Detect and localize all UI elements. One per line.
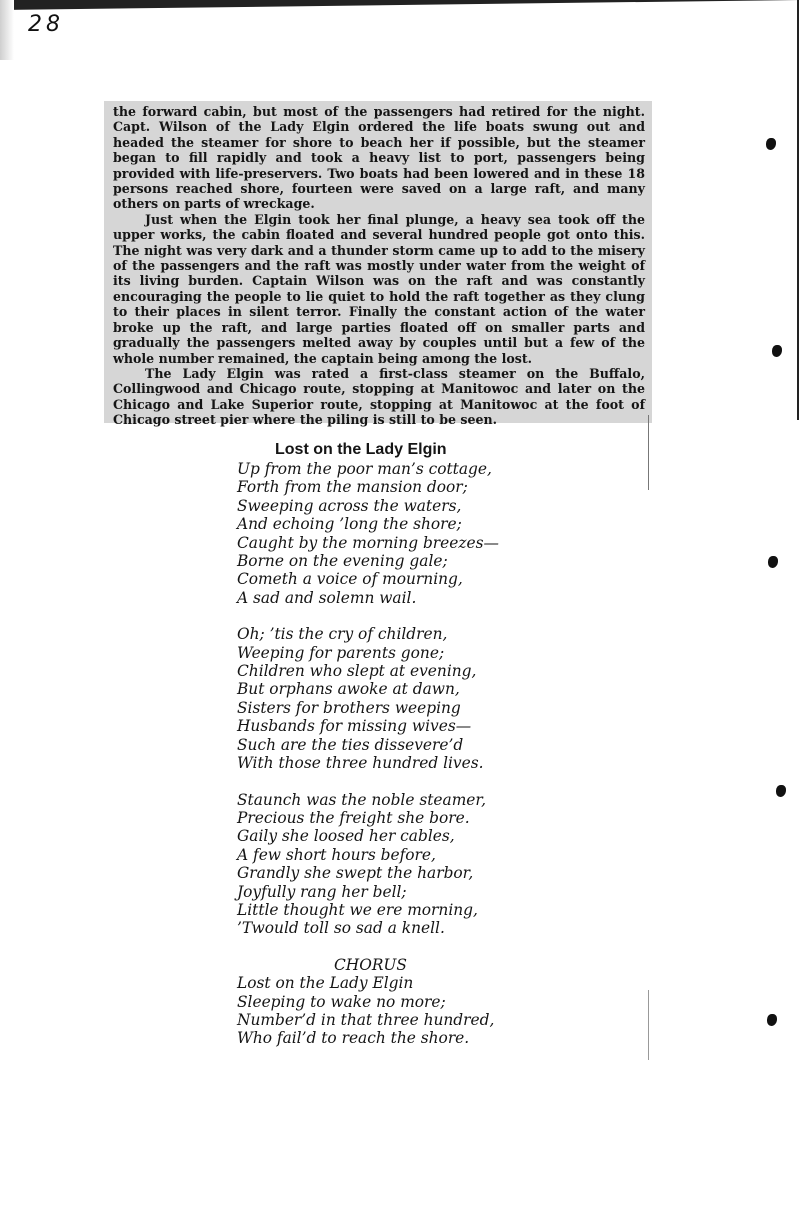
- poem-chorus: [237, 956, 567, 1048]
- poem-line: Sleeping to wake no more;: [237, 992, 446, 1011]
- poem-line: Who fail’d to reach the shore.: [237, 1029, 470, 1048]
- poem-line: Such are the ties dissevere’d: [237, 735, 464, 754]
- poem-line: Grandly she swept the harbor,: [237, 864, 474, 883]
- poem-line: Joyfully rang her bell;: [237, 882, 407, 901]
- poem-title: Lost on the Lady Elgin: [275, 441, 447, 458]
- poem-line: And echoing ’long the shore;: [237, 515, 462, 534]
- poem-line: Weeping for parents gone;: [237, 643, 445, 662]
- article-paragraph: Just when the Elgin took her final plunge, a heavy sea took off the upper works, the cabin floated and several hundred people got onto this. The night was very dark and a thunder storm came up to add to the misery of the passengers and the raft was mostly under water from the weight of its living burden. Captain Wilson was on the raft and was constantly encouraging the people to lie quiet to hold the raft together as they clung to their places in silent terror. Finally the constant action of the water broke up the raft, and large parties floated off on smaller parts and gradually the passengers melted away by couples until but a few of the whole number remained, the captain being among the lost.: [113, 211, 645, 366]
- poem-line: Forth from the mansion door;: [237, 478, 468, 497]
- poem-line: Sisters for brothers weeping: [237, 698, 461, 717]
- poem-line: But orphans awoke at dawn,: [237, 680, 460, 699]
- article-paragraph: The Lady Elgin was rated a first-class steamer on the Buffalo, Collingwood and Chicago route, stopping at Manitowoc and later on the Chicago and Lake Superior route, stopping at Manitowoc at the foot of Chicago street pier where the piling is still to be seen.: [113, 365, 645, 428]
- column-rule: [648, 990, 649, 1060]
- poem-line: Oh; ’tis the cry of children,: [237, 625, 448, 644]
- article-paragraph: the forward cabin, but most of the passengers had retired for the night. Capt. Wilson of the Lady Elgin ordered the life boats swung out and headed the steamer for shore to beach her if possible, but the steamer began to fill rapidly and took a heavy list to port, passengers being provided with life-preservers. Two boats had been lowered and in these 18 persons reached shore, fourteen were saved on a large raft, and many others on parts of wreckage.: [113, 104, 645, 212]
- poem-line: Sweeping across the waters,: [237, 496, 462, 515]
- poem-line: Borne on the evening gale;: [237, 552, 448, 571]
- poem-line: ’Twould toll so sad a knell.: [237, 919, 445, 938]
- poem-line: Little thought we ere morning,: [237, 900, 478, 919]
- poem-stanza: [237, 625, 567, 772]
- binder-hole-mark: [768, 556, 778, 568]
- article-text: [113, 104, 645, 428]
- poem-line: Up from the poor man’s cottage,: [237, 460, 492, 478]
- poem-line: Husbands for missing wives—: [237, 717, 472, 736]
- poem-line: Number’d in that three hundred,: [237, 1010, 495, 1029]
- poem-line: Gaily she loosed her cables,: [237, 827, 455, 846]
- scan-corner-shadow: [0, 0, 800, 10]
- poem-stanza: [237, 791, 567, 938]
- poem-line: Staunch was the noble steamer,: [237, 790, 486, 809]
- page-number: 28: [28, 12, 64, 37]
- poem-line: With those three hundred lives.: [237, 754, 484, 773]
- poem-line: A few short hours before,: [237, 845, 436, 864]
- poem-line: Caught by the morning breezes—: [237, 533, 499, 552]
- poem-stanza: [237, 460, 567, 607]
- chorus-heading: CHORUS: [334, 955, 407, 974]
- binder-hole-mark: [772, 345, 782, 357]
- column-rule: [648, 415, 649, 490]
- poem-line: Cometh a voice of mourning,: [237, 570, 463, 589]
- scan-edge-shadow: [0, 0, 14, 60]
- binder-hole-mark: [766, 138, 776, 150]
- poem-line: Precious the freight she bore.: [237, 808, 470, 827]
- poem-line: Lost on the Lady Elgin: [237, 974, 414, 993]
- binder-hole-mark: [776, 785, 786, 797]
- poem-line: A sad and solemn wail.: [237, 588, 417, 607]
- binder-hole-mark: [767, 1014, 777, 1026]
- poem: [237, 440, 567, 1066]
- page-edge-rule: [797, 0, 799, 420]
- poem-line: Children who slept at evening,: [237, 662, 477, 681]
